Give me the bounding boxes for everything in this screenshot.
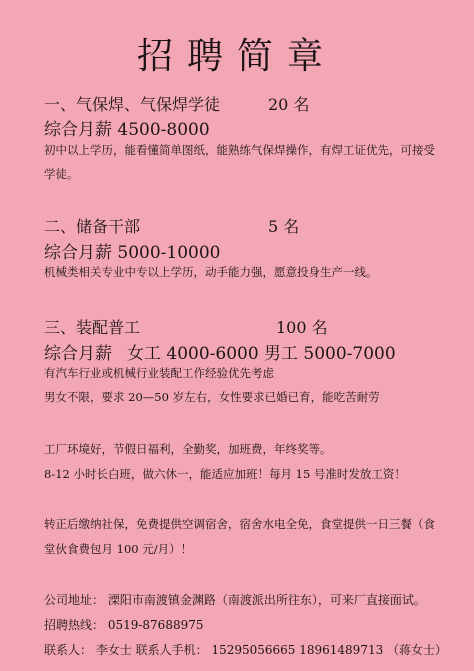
position-2-heading: 二、储备干部	[44, 217, 141, 236]
position-2-salary: 综合月薪 5000-10000	[44, 243, 221, 263]
position-1-heading: 一、气保焊、气保焊学徒	[44, 95, 221, 114]
recruitment-hotline: 招聘热线： 0519-87688975	[44, 618, 204, 632]
position-2-count: 5 名	[268, 217, 300, 236]
position-3-salary-female: 女工 4000-6000	[127, 344, 259, 364]
benefits-line4: 堂伙食费包月 100 元/月）！	[44, 542, 193, 556]
benefits-line2: 8-12 小时长白班，做六休一，能适应加班！每月 15 号准时发放工资！	[44, 467, 406, 481]
company-address: 公司地址： 溧阳市南渡镇金渊路（南渡派出所往东），可来厂直接面试。	[44, 593, 426, 607]
benefits-line1: 工厂环境好，节假日福利，全勤奖，加班费，年终奖等。	[44, 442, 332, 456]
position-1-salary: 综合月薪 4500-8000	[44, 120, 210, 140]
position-3-desc-line1: 有汽车行业或机械行业装配工作经验优先考虑	[44, 366, 274, 380]
position-3-desc-line2: 男女不限，要求 20—50 岁左右，女性要求已婚已育，能吃苦耐劳	[44, 390, 380, 404]
page-title: 招聘简章	[136, 36, 337, 77]
position-1-count: 20 名	[268, 95, 310, 114]
position-3-salary-male: 男工 5000-7000	[264, 344, 396, 364]
position-1-desc-line2: 学徒。	[44, 167, 79, 181]
position-2-desc-line1: 机械类相关专业中专以上学历，动手能力强，愿意投身生产一线。	[44, 265, 378, 279]
benefits-line3: 转正后缴纳社保，免费提供空调宿舍，宿舍水电全免，食堂提供一日三餐（食	[44, 517, 435, 531]
contact-persons: 联系人： 李女士 联系人手机： 15295056665 18961489713 （蒋女士）	[44, 643, 448, 657]
position-3-salary-label: 综合月薪	[44, 344, 112, 364]
position-3-count: 100 名	[276, 318, 328, 337]
position-3-heading: 三、装配普工	[44, 318, 141, 337]
position-1-desc-line1: 初中以上学历，能看懂简单图纸，能熟练气保焊操作，有焊工证优先，可接受	[44, 143, 435, 157]
